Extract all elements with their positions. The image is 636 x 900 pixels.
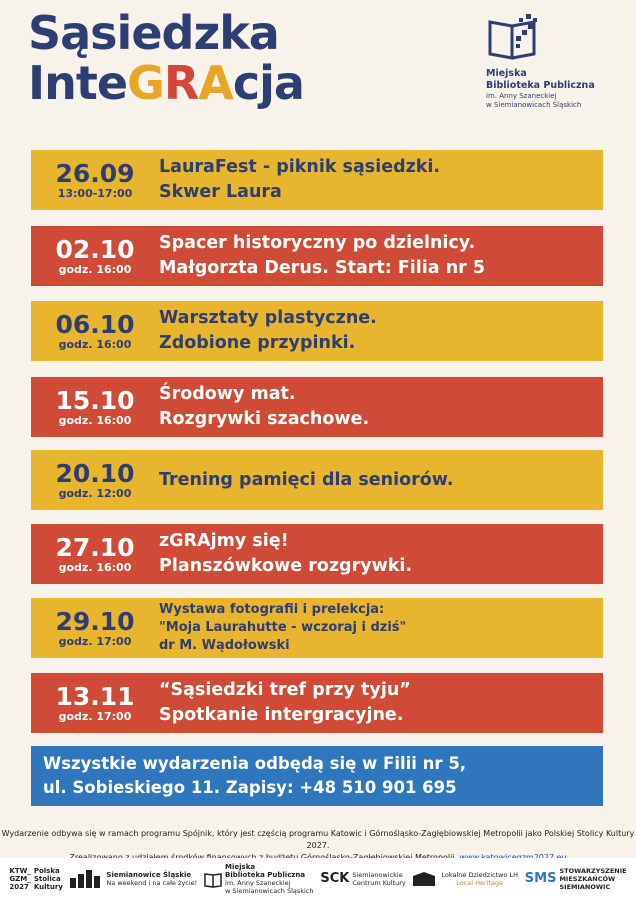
event-time: godz. 17:00: [58, 709, 132, 723]
event-4: [31, 450, 603, 510]
event-date-block: [31, 236, 159, 277]
event-time: godz. 16:00: [58, 337, 132, 351]
event-date: 15.10: [55, 385, 135, 415]
mbp-logo: Miejska Biblioteka Publiczna im. Anny Szaneckiej w Siemianowicach Śląskich: [204, 863, 314, 895]
event-date: 13.11: [55, 681, 135, 711]
event-date: 27.10: [55, 532, 135, 562]
library-subtitle: im. Anny Szaneckiej w Siemianowicach Śląskich: [486, 92, 582, 109]
museum-icon: [413, 872, 435, 886]
ktw-gzm-logo: KTW_ GZM_ 2027 Polska Stolica Kultury: [9, 867, 63, 891]
event-0: [31, 150, 603, 210]
library-logo: [486, 10, 626, 110]
event-time: 13:00-17:00: [57, 186, 133, 200]
funding-note: Wydarzenie odbywa się w ramach programu Spójnik, który jest częścią programu Katowic i Górnośląsko-Zagłębiowskiej Metropolii jako Polskiej Stolicy Kultury 2027.: [0, 828, 636, 864]
event-date: 20.10: [55, 458, 135, 488]
museum-logo: [413, 872, 435, 886]
event-description: Wystawa fotografii i prelekcja: "Moja Laurahutte - wczoraj i dziś" dr M. Wądołowski: [159, 602, 407, 653]
spojnik-logo: [70, 870, 100, 888]
event-date: 26.09: [55, 158, 135, 188]
sms-logo: SMS STOWARZYSZENIE MIESZKAŃCÓW SIEMIANOWIC: [524, 867, 627, 891]
local-heritage-logo: Lokalne Dziedzictwo LH Local Heritage: [441, 871, 519, 887]
event-date-block: [31, 160, 159, 201]
event-date: 06.10: [55, 309, 135, 339]
title-line2: InteGRAcja: [28, 56, 304, 110]
library-book-icon: [204, 870, 222, 888]
event-3: [31, 377, 603, 437]
event-date-block: [31, 608, 159, 649]
library-name: Miejska Biblioteka Publiczna: [486, 68, 595, 91]
event-date-block: [31, 387, 159, 428]
venue-info: Wszystkie wydarzenia odbędą się w Filii nr 5, ul. Sobieskiego 11. Zapisy: +48 510 901 695: [31, 746, 603, 806]
event-date: 02.10: [55, 234, 135, 264]
event-7: [31, 673, 603, 733]
partner-logos: [0, 858, 636, 900]
event-time: godz. 16:00: [58, 262, 132, 276]
event-6: [31, 598, 603, 658]
event-description: zGRAjmy się! Planszówkowe rozgrywki.: [159, 531, 413, 576]
event-5: [31, 524, 603, 584]
event-date-block: [31, 683, 159, 724]
event-2: [31, 301, 603, 361]
event-description: Środowy mat. Rozgrywki szachowe.: [159, 384, 370, 429]
event-date-block: [31, 311, 159, 352]
event-date: 29.10: [55, 606, 135, 636]
event-date-block: [31, 534, 159, 575]
event-1: [31, 226, 603, 286]
event-description: “Sąsiedzki tref przy tyju” Spotkanie intergracyjne.: [159, 680, 411, 725]
event-time: godz. 16:00: [58, 413, 132, 427]
spojnik-icon: [70, 870, 100, 888]
book-icon: [486, 10, 542, 62]
title-line1: Sąsiedzka: [28, 6, 279, 60]
event-description: Trening pamięci dla seniorów.: [159, 469, 454, 490]
siemianowice-logo: Siemianowice Śląskie Na weekend i na całe życie!: [106, 871, 198, 887]
event-description: LauraFest - piknik sąsiedzki. Skwer Laura: [159, 157, 441, 202]
event-description: Spacer historyczny po dzielnicy. Małgorzta Derus. Start: Filia nr 5: [159, 233, 486, 278]
poster-title: [28, 8, 304, 108]
event-time: godz. 17:00: [58, 634, 132, 648]
sck-logo: SCK Siemianowickie Centrum Kultury: [320, 871, 406, 887]
event-time: godz. 12:00: [58, 486, 132, 500]
event-description: Warsztaty plastyczne. Zdobione przypinki.: [159, 308, 377, 353]
event-date-block: [31, 460, 159, 501]
event-time: godz. 16:00: [58, 560, 132, 574]
